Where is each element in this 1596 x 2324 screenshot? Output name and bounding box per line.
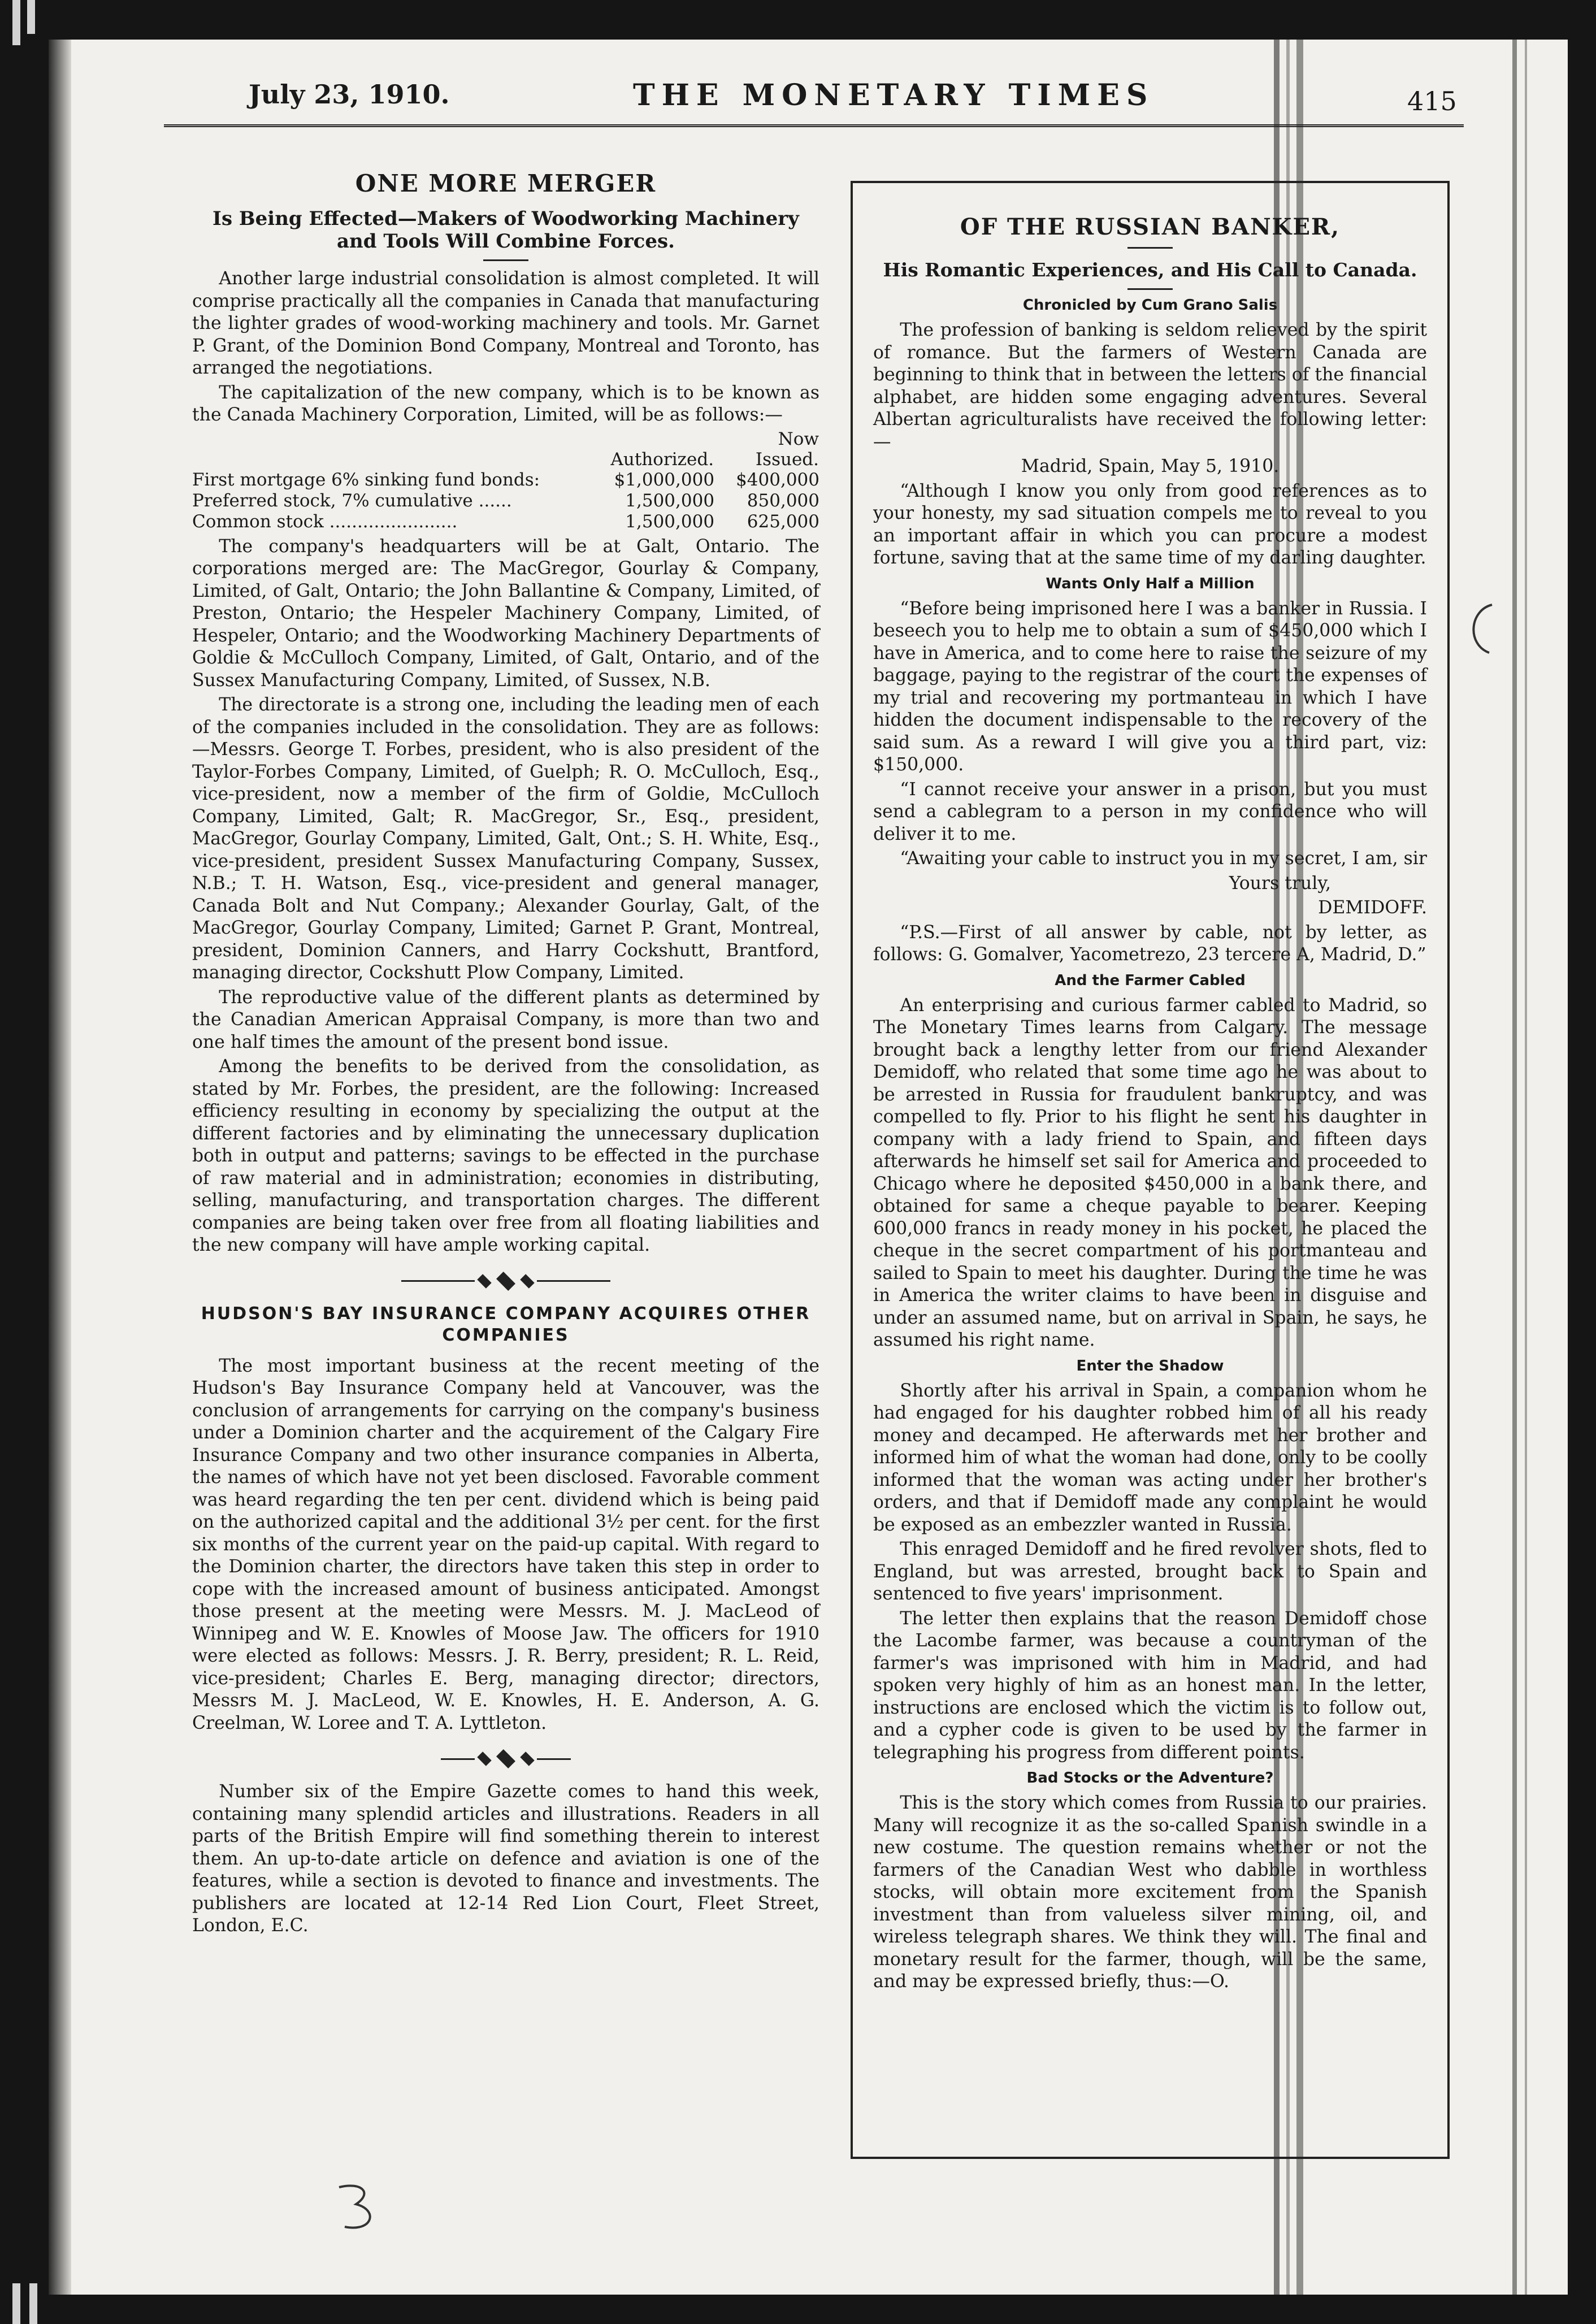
row-label: Preferred stock, 7% cumulative ...... bbox=[192, 490, 512, 511]
issue-date: July 23, 1910. bbox=[249, 79, 450, 110]
col-header-now: Now bbox=[778, 428, 819, 449]
banker-paragraph-4: “I cannot receive your answer in a prison, but you must send a cablegram to a person in my confidence who will deliver it to me. bbox=[873, 779, 1427, 844]
row-authorized: 1,500,000 bbox=[625, 511, 715, 532]
section-ornament bbox=[192, 1276, 819, 1286]
banker-paragraph-5: “Awaiting your cable to instruct you in my secret, I am, sir bbox=[900, 848, 1427, 869]
row-label: First mortgage 6% sinking fund bonds: bbox=[192, 469, 540, 490]
scan-streak-4 bbox=[1512, 40, 1517, 2295]
capitalization-table bbox=[192, 429, 819, 532]
row-issued: 625,000 bbox=[747, 511, 819, 532]
row-authorized: $1,000,000 bbox=[614, 469, 715, 490]
banker-paragraph-9: This enraged Demidoff and he fired revolver shots, fled to England, but was arrested, brought back to Spain and sentenced to five years' imprisonment. bbox=[873, 1539, 1427, 1604]
hudson-title: HUDSON'S BAY INSURANCE COMPANY ACQUIRES OTHER COMPANIES bbox=[201, 1303, 811, 1345]
row-issued: 850,000 bbox=[747, 490, 819, 511]
letter-closing: Yours truly, bbox=[1229, 873, 1331, 894]
merger-paragraph-3: The company's headquarters will be at Galt, Ontario. The corporations merged are: The MacGregor, Gourlay & Company, Limited, of Galt, Ontario; the John Ballantine & Company, Limited, of Preston, Ontario; the Hespeler Machinery Company, Limited, of Hespeler, Ontario; and the Woodworking Machinery Departments of Goldie & McCulloch Company, Limited, of Galt, Ontario, and of the Sussex Manufacturing Company, Limited, of Sussex, N.B. bbox=[192, 536, 819, 691]
banker-paragraph-6: “P.S.—First of all answer by cable, not by letter, as follows: G. Gomalver, Yacometrezo, 23 tercere A, Madrid, D.” bbox=[873, 922, 1427, 965]
banker-title: OF THE RUSSIAN BANKER, bbox=[960, 214, 1341, 240]
subhead-bad-stocks: Bad Stocks or the Adventure? bbox=[1026, 1770, 1274, 1787]
binding-shadow bbox=[49, 40, 71, 2295]
right-column-box bbox=[851, 181, 1450, 2159]
merger-paragraph-4: The directorate is a strong one, including the leading men of each of the companies included in the consolidation. They are as follows:—Messrs. George T. Forbes, president, who is also president of the Taylor-Forbes Company, Limited, of Guelph; R. O. McCulloch, Esq., vice-president, now a member of the firm of Goldie, McCulloch Company, Limited, Galt; R. MacGregor, Sr., Esq., president, MacGregor, Gourlay Company, Limited, Galt, Ont.; S. H. White, Esq., vice-president, president Sussex Manufacturing Company, Sussex, N.B.; T. H. Watson, Esq., vice-president and general manager, Canada Bolt and Nut Company.; Alexander Gourlay, Galt, of the MacGregor, Gourlay Company, Limited; Garnet P. Grant, Montreal, president, Dominion Canners, and Harry Cockshutt, Brantford, managing director, Cockshutt Plow Company, Limited. bbox=[192, 695, 819, 983]
scan-mark-bottom-2 bbox=[29, 2283, 37, 2324]
scan-mark-left bbox=[12, 0, 20, 45]
subhead-half-million: Wants Only Half a Million bbox=[1046, 575, 1255, 592]
banker-paragraph-2: “Although I know you only from good references as to your honesty, my sad situation compels me to reveal to you an important affair in which you can procure a modest fortune, saving that at the same time of my darling daughter. bbox=[873, 480, 1427, 568]
merger-paragraph-2: The capitalization of the new company, which is to be known as the Canada Machinery Corporation, Limited, will be as follows:— bbox=[192, 382, 819, 425]
scan-mark-bottom bbox=[12, 2283, 20, 2324]
merger-paragraph-6: Among the benefits to be derived from the consolidation, as stated by Mr. Forbes, the president, are the following: Increased efficiency resulting in economy by specializing the output at the different factories and by eliminating the unnecessary duplication both in output and patterns; savings to be effected in the purchase of raw material and in administration; economies in distributing, selling, manufacturing, and transportation charges. The different companies are being taken over free from all floating liabilities and the new company will have ample working capital. bbox=[192, 1056, 819, 1255]
row-authorized: 1,500,000 bbox=[625, 490, 715, 511]
section-ornament bbox=[192, 1754, 819, 1764]
row-label: Common stock ....................... bbox=[192, 511, 458, 532]
subhead-enter-shadow: Enter the Shadow bbox=[1076, 1357, 1224, 1375]
pencil-scribble-margin bbox=[1458, 599, 1503, 661]
table-row bbox=[192, 470, 819, 491]
banker-paragraph-11: This is the story which comes from Russia to our prairies. Many will recognize it as the so-called Spanish swindle in a new costume. The question remains whether or not the farmers of the Canadian West who dabble in worthless stocks, will obtain more excitement from the Spanish investment than from valueless silver mining, oil, and wireless telegraph shares. We think they will. The final and monetary result for the farmer, though, will be the same, and may be expressed briefly, thus:—O. bbox=[873, 1793, 1427, 1992]
merger-paragraph-5: The reproductive value of the different plants as determined by the Canadian American Appraisal Company, is more than two and one half times the amount of the present bond issue. bbox=[192, 987, 819, 1052]
banker-paragraph-1: The profession of banking is seldom relieved by the spirit of romance. But the farmers of Western Canada are beginning to think that in between the letters of the financial alphabet, are hidden some engaging adventures. Several Albertan agriculturalists have received the following letter:— bbox=[873, 320, 1427, 452]
page-header bbox=[164, 73, 1464, 127]
banker-paragraph-10: The letter then explains that the reason Demidoff chose the Lacombe farmer, was because a countryman of the farmer's was imprisoned with him in Madrid, and had spoken very highly of him as an honest man. In the letter, instructions are enclosed which the victim is to follow out, and a cypher code is given to be used by the farmer in telegraphing his progress from different points. bbox=[873, 1608, 1427, 1763]
table-header-row bbox=[192, 429, 819, 449]
merger-paragraph-1: Another large industrial consolidation is almost completed. It will comprise practically all the companies in Canada that manufacturing the lighter grades of wood-working machinery and tools. Mr. Garnet P. Grant, of the Dominion Bond Company, Montreal and Toronto, has arranged the negotiations. bbox=[192, 268, 819, 378]
banker-paragraph-7: An enterprising and curious farmer cabled to Madrid, so The Monetary Times learns from Calgary. The message brought back a lengthy letter from our friend Alexander Demidoff, who related that some time ago he was about to be arrested in Russia for fraudulent bankruptcy, and was compelled to fly. Prior to his flight he sent his daughter in company with a lady friend to Spain, and fifteen days afterwards he himself set sail for America and proceeded to Chicago where he deposited $450,000 in a bank there, and obtained for same a cheque payable to bearer. Keeping 600,000 francs in ready money in his pocket, he placed the cheque in the secret compartment of his portmanteau and sailed to Spain to meet his daughter. During the time he was in America the writer claims to have been in disguise and under an assumed name, but on arrival in Spain, he says, he assumed his right name. bbox=[873, 995, 1427, 1350]
col-header-authorized: Authorized. bbox=[610, 449, 714, 470]
pencil-scribble-bottom bbox=[328, 2176, 390, 2238]
rule bbox=[483, 259, 528, 261]
scan-streak-5 bbox=[1525, 40, 1527, 2295]
scan-mark-left-2 bbox=[27, 0, 35, 34]
left-column bbox=[192, 170, 819, 1940]
gazette-paragraph-1: Number six of the Empire Gazette comes to hand this week, containing many splendid articles and illustrations. Readers in all parts of the British Empire will find something therein to interest them. An up-to-date article on defence and aviation is one of the features, while a section is devoted to finance and investments. The publishers are located at 12-14 Red Lion Court, Fleet Street, London, E.C. bbox=[192, 1781, 819, 1936]
row-issued: $400,000 bbox=[736, 469, 819, 490]
letter-signature: DEMIDOFF. bbox=[1318, 897, 1427, 918]
hudson-paragraph-1: The most important business at the recent meeting of the Hudson's Bay Insurance Company held at Vancouver, was the conclusion of arrangements for carrying on the company's business under a Dominion charter and the acquirement of the Calgary Fire Insurance Company and two other insurance companies in Alberta, the names of which have not yet been disclosed. Favorable comment was heard regarding the ten per cent. dividend which is being paid on the authorized capital and the additional 3½ per cent. for the first six months of the current year on the paid-up capital. With regard to the Dominion charter, the directors have taken this step in order to cope with the increased amount of business anticipated. Amongst those present at the meeting were Messrs. M. J. MacLeod of Winnipeg and W. E. Knowles of Moose Jaw. The officers for 1910 were elected as follows: Messrs. J. R. Berry, president; R. L. Reid, vice-president; Charles E. Berg, managing director; directors, Messrs M. J. MacLeod, W. E. Knowles, H. E. Anderson, A. G. Creelman, W. Loree and T. A. Lyttleton. bbox=[192, 1355, 819, 1733]
banker-deck: His Romantic Experiences, and His Call to Canada. bbox=[883, 259, 1417, 281]
banker-byline: Chronicled by Cum Grano Salis bbox=[1022, 297, 1278, 314]
table-row bbox=[192, 511, 819, 532]
rule bbox=[1127, 288, 1173, 290]
banker-paragraph-8: Shortly after his arrival in Spain, a companion whom he had engaged for his daughter robbed him of all his ready money and decamped. He afterwards met her brother and informed him of what the woman had done, only to be coolly informed that the woman was acting under her brother's orders, and that if Demidoff made any complaint he would be exposed as an embezzler wanted in Russia. bbox=[873, 1380, 1427, 1535]
table-header-row-2 bbox=[192, 449, 819, 470]
letter-dateline: Madrid, Spain, May 5, 1910. bbox=[1021, 456, 1280, 476]
subhead-farmer-cabled: And the Farmer Cabled bbox=[1055, 972, 1246, 989]
rule bbox=[1127, 247, 1173, 249]
table-row bbox=[192, 491, 819, 511]
banker-paragraph-3: “Before being imprisoned here I was a banker in Russia. I beseech you to help me to obtain a sum of $450,000 which I have in America, and to come here to raise the seizure of my baggage, paying to the registrar of the court the expenses of my trial and recovering my portmanteau in which I have hidden the document indispensable to the recovery of the said sum. As a reward I will give you a third part, viz: $150,000. bbox=[873, 598, 1427, 775]
col-header-issued: Issued. bbox=[755, 449, 819, 470]
merger-title: ONE MORE MERGER bbox=[355, 170, 657, 197]
merger-deck: Is Being Effected—Makers of Woodworking Machinery and Tools Will Combine Forces. bbox=[212, 207, 799, 253]
masthead: THE MONETARY TIMES bbox=[633, 78, 1155, 112]
page-number: 415 bbox=[1407, 86, 1457, 116]
